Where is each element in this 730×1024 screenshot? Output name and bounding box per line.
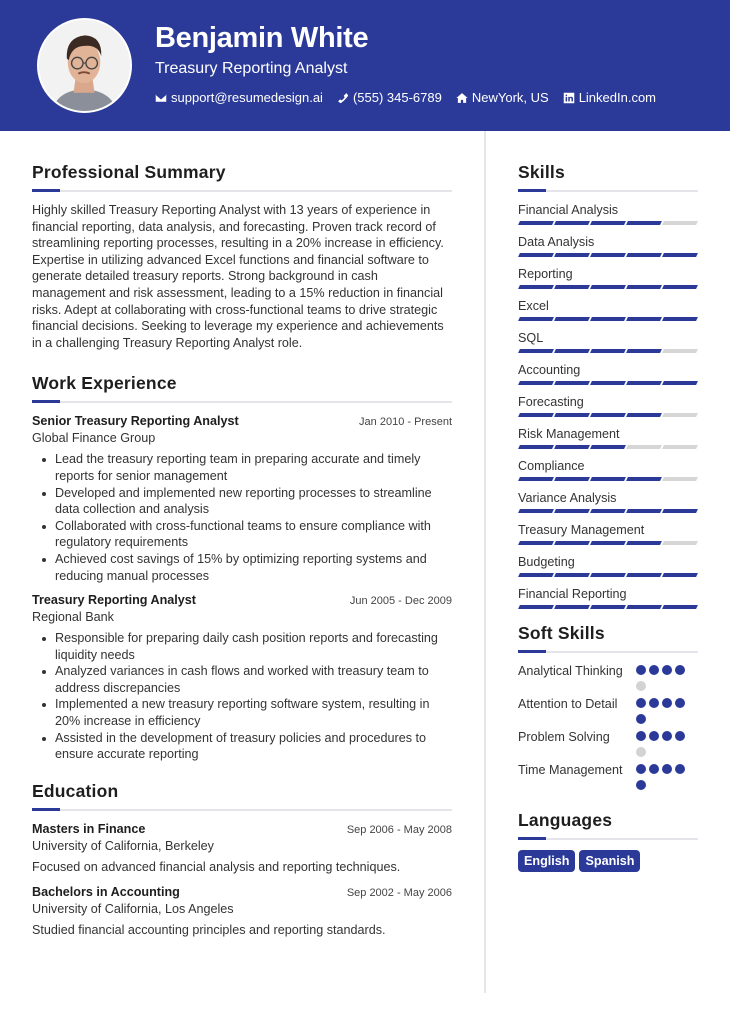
level-segment-filled: [626, 573, 662, 577]
rating-dot-filled: [675, 731, 685, 741]
job-company: Regional Bank: [32, 610, 114, 625]
contact-phone[interactable]: [337, 90, 442, 105]
skills-section: [518, 160, 698, 609]
soft-skill-item: [518, 729, 698, 757]
level-segment-filled: [518, 541, 554, 545]
level-segment-filled: [518, 253, 554, 257]
rating-dot-filled: [662, 698, 672, 708]
level-segment-filled: [626, 317, 662, 321]
level-segment-filled: [662, 317, 698, 321]
rating-dot-filled: [675, 764, 685, 774]
skill-item: [518, 426, 698, 449]
level-segment-filled: [518, 317, 554, 321]
soft-skill-name: Time Management: [518, 763, 623, 777]
contact-phone-text: (555) 345-6789: [352, 90, 442, 105]
experience-section: [32, 371, 452, 763]
soft-skill-name: Attention to Detail: [518, 697, 618, 711]
skill-name: Budgeting: [518, 555, 575, 569]
skill-level-bar: [518, 285, 698, 289]
section-underline: [518, 837, 698, 840]
degree: Masters in Finance: [32, 821, 146, 836]
level-segment-filled: [662, 509, 698, 513]
skill-name: Treasury Management: [518, 523, 645, 537]
section-underline: [518, 189, 698, 192]
soft-skill-name: Analytical Thinking: [518, 664, 623, 678]
skill-level-bar: [518, 509, 698, 513]
level-segment-empty: [662, 221, 698, 225]
level-segment-filled: [554, 381, 590, 385]
contact-linkedin[interactable]: [563, 90, 656, 105]
education-description: Studied financial accounting principles and reporting standards.: [32, 922, 386, 937]
job-date: Jan 2010 - Present: [359, 416, 452, 429]
level-segment-filled: [554, 413, 590, 417]
section-heading: Soft Skills: [518, 623, 605, 643]
level-segment-filled: [662, 253, 698, 257]
job-title: Senior Treasury Reporting Analyst: [32, 414, 239, 429]
skill-item: [518, 298, 698, 321]
level-segment-filled: [662, 381, 698, 385]
level-segment-filled: [626, 221, 662, 225]
soft-skill-rating: [636, 729, 692, 757]
job-bullet: Developed and implemented new reporting processes to streamline data collection and analysis: [32, 485, 452, 518]
job-date: Jun 2005 - Dec 2009: [349, 595, 452, 608]
level-segment-filled: [626, 541, 662, 545]
rating-dot-filled: [636, 764, 646, 774]
level-segment-filled: [590, 509, 626, 513]
level-segment-filled: [590, 349, 626, 353]
level-segment-filled: [590, 605, 626, 609]
job-company: Global Finance Group: [32, 431, 156, 446]
section-heading: Professional Summary: [32, 162, 226, 182]
level-segment-empty: [662, 477, 698, 481]
rating-dot-filled: [636, 731, 646, 741]
job-bullets: [32, 630, 452, 763]
level-segment-filled: [518, 221, 554, 225]
rating-dot-filled: [662, 731, 672, 741]
level-segment-filled: [554, 573, 590, 577]
skill-name: Risk Management: [518, 427, 620, 441]
skill-item: [518, 554, 698, 577]
skill-name: Financial Reporting: [518, 587, 627, 601]
section-underline: [32, 400, 452, 403]
level-segment-filled: [590, 381, 626, 385]
skill-name: Excel: [518, 299, 549, 313]
section-heading: Skills: [518, 162, 565, 182]
level-segment-filled: [626, 349, 662, 353]
skill-item: [518, 266, 698, 289]
level-segment-filled: [626, 381, 662, 385]
skill-name: SQL: [518, 331, 544, 345]
level-segment-filled: [626, 509, 662, 513]
rating-dot-filled: [675, 698, 685, 708]
level-segment-filled: [626, 253, 662, 257]
education-section: [32, 779, 452, 939]
soft-skill-rating: [636, 696, 692, 724]
education-description: Focused on advanced financial analysis and reporting techniques.: [32, 859, 401, 874]
level-segment-empty: [662, 445, 698, 449]
phone-icon: [337, 92, 349, 104]
skill-name: Data Analysis: [518, 235, 595, 249]
contact-list: [155, 90, 656, 105]
linkedin-icon: [563, 92, 575, 104]
contact-linkedin-text: LinkedIn.com: [578, 90, 657, 105]
level-segment-filled: [518, 477, 554, 481]
rating-dot-filled: [649, 698, 659, 708]
column-divider: [484, 131, 486, 993]
skill-name: Reporting: [518, 267, 573, 281]
level-segment-filled: [518, 349, 554, 353]
sidebar-column: [518, 160, 698, 872]
job-bullet: Responsible for preparing daily cash position reports and forecasting liquidity needs: [32, 630, 452, 663]
soft-skills-list: [518, 663, 698, 790]
skill-level-bar: [518, 381, 698, 385]
level-segment-filled: [662, 285, 698, 289]
skill-name: Compliance: [518, 459, 585, 473]
rating-dot-filled: [662, 764, 672, 774]
level-segment-filled: [590, 573, 626, 577]
rating-dot-empty: [636, 747, 646, 757]
level-segment-filled: [518, 381, 554, 385]
skill-level-bar: [518, 605, 698, 609]
level-segment-filled: [590, 221, 626, 225]
level-segment-filled: [554, 317, 590, 321]
soft-skills-section: [518, 621, 698, 790]
section-heading: Work Experience: [32, 373, 177, 394]
section-underline: [518, 650, 698, 653]
summary-text: Highly skilled Treasury Reporting Analyst with 13 years of experience in financial reporting, data analysis, and forecasting. Proven track record of streamlining reporting processes, resulting in a 20% increase in efficiency. Expertise in utilizing advanced Excel functions and financial software to generate detailed treasury reports. Strong background in cash management and risk assessment, leading to a 15% reduction in financial risks. Adept at collaborating with cross-functional teams to drive strategic financial decisions. Seeking to leverage my experience and achievements in a challenging Treasury Reporting Analyst role.: [32, 203, 444, 350]
skills-list: [518, 202, 698, 609]
resume-header: [0, 0, 730, 131]
level-segment-filled: [518, 605, 554, 609]
main-column: [32, 160, 452, 947]
job-bullet: Lead the treasury reporting team in preparing accurate and timely reports for senior management: [32, 451, 452, 484]
candidate-name: Benjamin White: [155, 22, 369, 54]
job-entry: [32, 413, 452, 584]
level-segment-filled: [518, 413, 554, 417]
skill-level-bar: [518, 477, 698, 481]
skill-item: [518, 522, 698, 545]
education-date: Sep 2002 - May 2006: [346, 886, 452, 899]
level-segment-empty: [662, 349, 698, 353]
level-segment-filled: [590, 253, 626, 257]
level-segment-filled: [554, 541, 590, 545]
level-segment-filled: [626, 605, 662, 609]
job-title: Treasury Reporting Analyst: [32, 593, 196, 608]
skill-item: [518, 362, 698, 385]
skill-item: [518, 330, 698, 353]
soft-skill-rating: [636, 663, 692, 691]
level-segment-filled: [518, 573, 554, 577]
rating-dot-filled: [636, 714, 646, 724]
language-tag: Spanish: [579, 850, 640, 872]
level-segment-filled: [590, 317, 626, 321]
soft-skill-item: [518, 663, 698, 691]
level-segment-filled: [626, 413, 662, 417]
job-bullet: Achieved cost savings of 15% by optimizing reporting systems and reducing manual processes: [32, 551, 452, 584]
soft-skill-item: [518, 762, 698, 790]
level-segment-filled: [590, 541, 626, 545]
level-segment-empty: [662, 541, 698, 545]
level-segment-filled: [554, 253, 590, 257]
rating-dot-filled: [649, 731, 659, 741]
skill-name: Variance Analysis: [518, 491, 617, 505]
skill-level-bar: [518, 573, 698, 577]
school: University of California, Berkeley: [32, 838, 214, 853]
level-segment-filled: [518, 509, 554, 513]
contact-location-text: NewYork, US: [471, 90, 549, 105]
level-segment-filled: [554, 605, 590, 609]
contact-location: [456, 90, 549, 105]
soft-skill-item: [518, 696, 698, 724]
skill-item: [518, 394, 698, 417]
section-heading: Education: [32, 780, 119, 801]
skill-level-bar: [518, 253, 698, 257]
level-segment-filled: [590, 413, 626, 417]
job-bullet: Implemented a new treasury reporting software system, resulting in 20% increase in efficiency: [32, 696, 452, 729]
level-segment-filled: [626, 477, 662, 481]
profile-photo: [37, 18, 132, 113]
level-segment-filled: [518, 285, 554, 289]
level-segment-filled: [554, 509, 590, 513]
contact-email-text: support@resumedesign.ai: [171, 90, 323, 105]
rating-dot-filled: [675, 665, 685, 675]
rating-dot-filled: [636, 698, 646, 708]
section-heading: Languages: [518, 810, 613, 830]
level-segment-filled: [662, 605, 698, 609]
level-segment-filled: [662, 573, 698, 577]
level-segment-filled: [554, 349, 590, 353]
rating-dot-filled: [636, 665, 646, 675]
level-segment-empty: [662, 413, 698, 417]
languages-section: [518, 808, 698, 872]
skill-item: [518, 234, 698, 257]
job-bullet: Collaborated with cross-functional teams to ensure compliance with regulatory requirements: [32, 518, 452, 551]
level-segment-empty: [626, 445, 662, 449]
candidate-title: Treasury Reporting Analyst: [155, 60, 348, 77]
job-bullets: [32, 451, 452, 584]
language-tag: English: [518, 850, 575, 872]
rating-dot-empty: [636, 681, 646, 691]
skill-name: Forecasting: [518, 395, 584, 409]
job-entry: [32, 592, 452, 763]
level-segment-filled: [554, 477, 590, 481]
summary-section: [32, 160, 452, 351]
skill-item: [518, 202, 698, 225]
skill-name: Accounting: [518, 363, 581, 377]
school: University of California, Los Angeles: [32, 901, 234, 916]
education-entry: [32, 884, 452, 939]
rating-dot-filled: [649, 764, 659, 774]
section-underline: [32, 808, 452, 811]
skill-item: [518, 490, 698, 513]
envelope-icon: [155, 92, 167, 104]
level-segment-filled: [554, 221, 590, 225]
level-segment-filled: [590, 477, 626, 481]
level-segment-filled: [590, 285, 626, 289]
skill-item: [518, 458, 698, 481]
skill-level-bar: [518, 317, 698, 321]
section-underline: [32, 189, 452, 192]
education-entry: [32, 821, 452, 876]
skill-level-bar: [518, 413, 698, 417]
soft-skill-rating: [636, 762, 692, 790]
home-icon: [456, 92, 468, 104]
level-segment-filled: [626, 285, 662, 289]
soft-skill-name: Problem Solving: [518, 730, 610, 744]
skill-level-bar: [518, 445, 698, 449]
level-segment-filled: [554, 285, 590, 289]
skill-item: [518, 586, 698, 609]
job-bullet: Assisted in the development of treasury policies and procedures to ensure accurate reporting: [32, 730, 452, 763]
skill-level-bar: [518, 541, 698, 545]
level-segment-filled: [590, 445, 626, 449]
languages-list: [518, 850, 698, 872]
rating-dot-filled: [636, 780, 646, 790]
person-photo-icon: [39, 20, 130, 111]
education-date: Sep 2006 - May 2008: [346, 823, 452, 836]
skill-name: Financial Analysis: [518, 203, 619, 217]
skill-level-bar: [518, 221, 698, 225]
contact-email[interactable]: [155, 90, 323, 105]
level-segment-filled: [518, 445, 554, 449]
rating-dot-filled: [649, 665, 659, 675]
rating-dot-filled: [662, 665, 672, 675]
skill-level-bar: [518, 349, 698, 353]
degree: Bachelors in Accounting: [32, 884, 180, 899]
level-segment-filled: [554, 445, 590, 449]
job-bullet: Analyzed variances in cash flows and worked with treasury team to address discrepancies: [32, 663, 452, 696]
